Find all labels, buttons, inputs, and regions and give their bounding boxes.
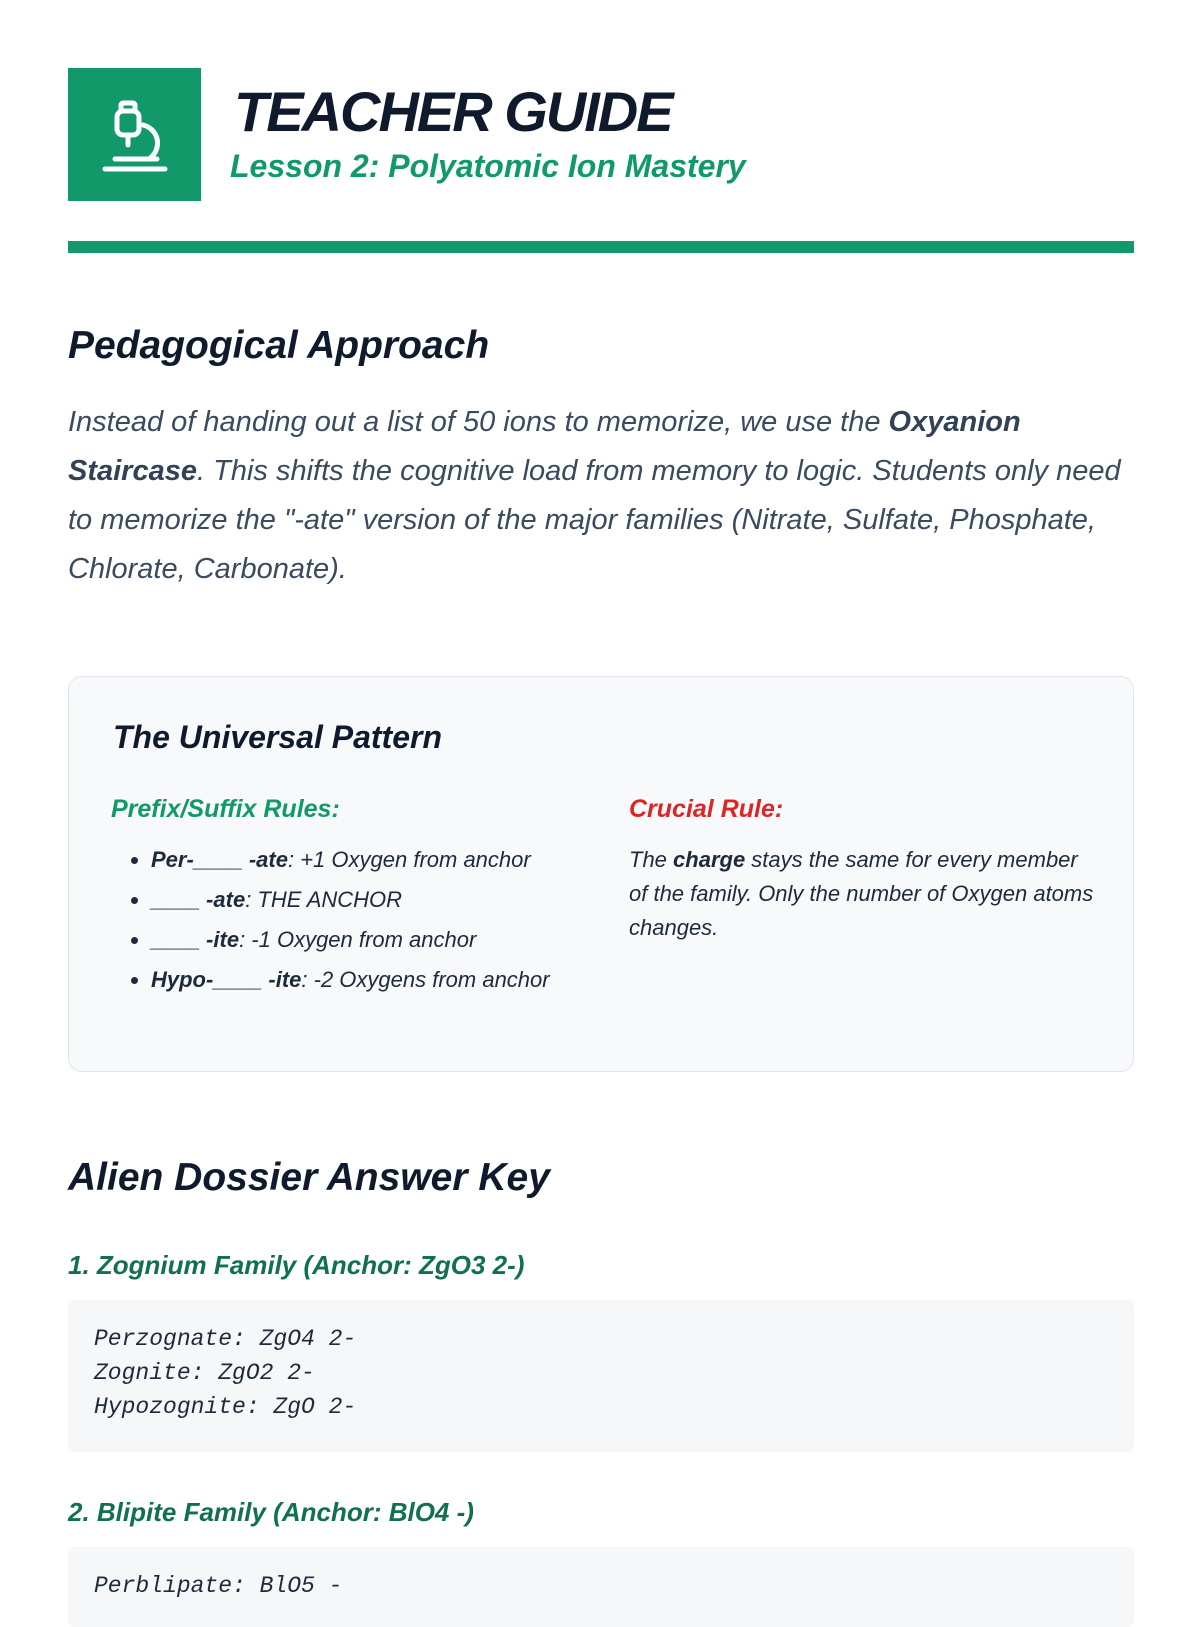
rule-term: Hypo-____ -ite [151, 967, 302, 992]
rules-list [111, 843, 601, 1003]
microscope-icon [101, 97, 169, 173]
section-heading-answer-key: Alien Dossier Answer Key [68, 1156, 550, 1199]
logo [68, 68, 201, 201]
crucial-text-post: stays the same for every member of the family. Only the number of Oxygen atoms changes. [629, 847, 1094, 940]
rule-desc: : THE ANCHOR [245, 887, 403, 912]
crucial-rule-text [629, 843, 1099, 945]
family-heading-blipite: 2. Blipite Family (Anchor: BlO4 -) [68, 1497, 474, 1527]
code-line: Zognite: ZgO2 2- [94, 1360, 315, 1386]
code-line: Perblipate: BlO5 - [94, 1573, 343, 1599]
approach-bold-term: Oxyanion Staircase [68, 406, 1021, 487]
list-item [151, 923, 601, 956]
list-item [151, 883, 601, 916]
rule-term: Per-____ -ate [151, 847, 288, 872]
page-subtitle: Lesson 2: Polyatomic Ion Mastery [230, 148, 746, 184]
section-heading-approach: Pedagogical Approach [68, 324, 490, 367]
code-line: Hypozognite: ZgO 2- [94, 1394, 357, 1420]
universal-pattern-card [68, 676, 1134, 1072]
rule-desc: : -2 Oxygens from anchor [301, 967, 550, 992]
guide-header [68, 68, 1134, 201]
pattern-card-title: The Universal Pattern [113, 719, 442, 755]
rule-term: ____ -ate [151, 887, 246, 912]
rules-heading: Prefix/Suffix Rules: [111, 795, 340, 823]
rule-term: ____ -ite [151, 927, 240, 952]
list-item [151, 843, 601, 876]
rule-desc: : -1 Oxygen from anchor [239, 927, 477, 952]
code-block-zognium [68, 1300, 1134, 1452]
page-title: TEACHER GUIDE [234, 80, 672, 143]
list-item [151, 963, 601, 996]
rule-desc: : +1 Oxygen from anchor [287, 847, 531, 872]
crucial-bold-term: charge [673, 847, 746, 872]
code-block-blipite [68, 1547, 1134, 1627]
approach-text-1: Instead of handing out a list of 50 ions to memorize, we use the [68, 406, 889, 438]
family-heading-zognium: 1. Zognium Family (Anchor: ZgO3 2-) [68, 1250, 525, 1280]
approach-paragraph [68, 398, 1134, 594]
approach-text-2: . This shifts the cognitive load from memory to logic. Students only need to memorize the "-ate" version of the major families (Nitrate, Sulfate, Phosphate, Chlorate, Carbonate). [68, 455, 1121, 585]
code-line: Perzognate: ZgO4 2- [94, 1326, 357, 1352]
crucial-text-pre: The [629, 847, 674, 872]
header-divider [68, 241, 1134, 253]
crucial-heading: Crucial Rule: [629, 795, 784, 823]
